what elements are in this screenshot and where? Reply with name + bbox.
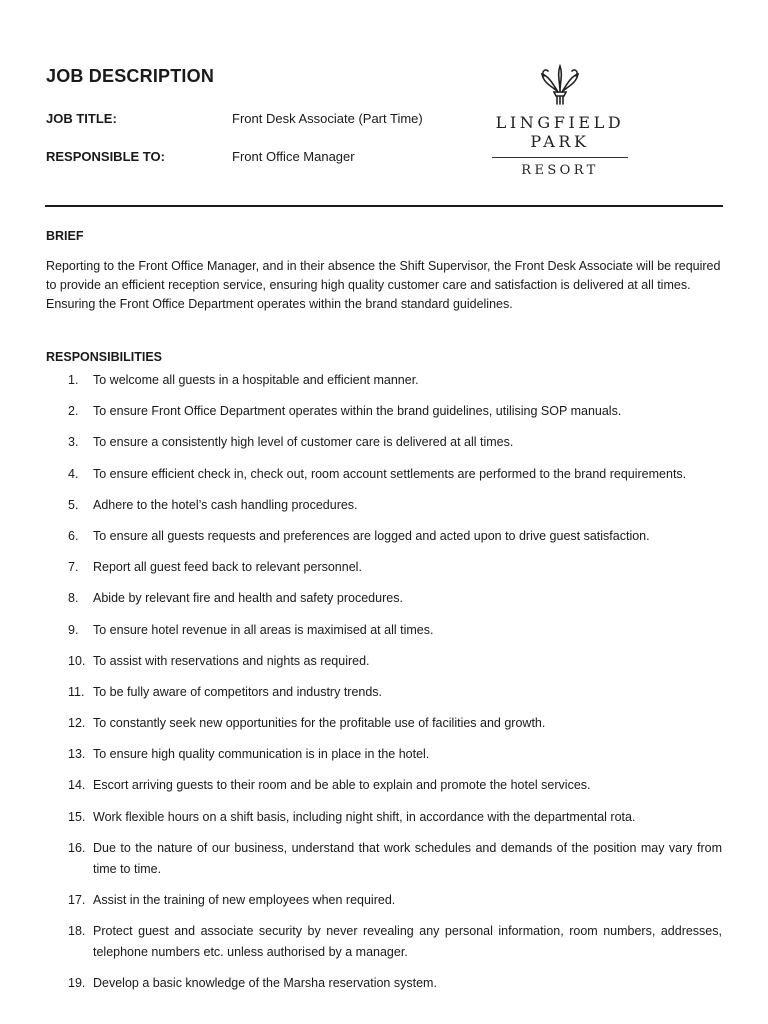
list-item [46, 464, 722, 485]
list-item-text: To ensure Front Office Department operates within the brand guidelines, utilising SOP manuals. [93, 404, 622, 419]
list-item [46, 807, 722, 828]
list-item-text: To ensure a consistently high level of customer care is delivered at all times. [93, 435, 514, 450]
list-item-text: To welcome all guests in a hospitable and efficient manner. [93, 373, 419, 387]
list-item [46, 973, 722, 994]
list-item-number: 18. [68, 924, 86, 939]
list-item-text: Assist in the training of new employees when required. [93, 893, 396, 907]
list-item [46, 432, 722, 453]
list-item-number: 19. [68, 976, 86, 991]
logo-rule [492, 157, 628, 158]
list-item-text: Work flexible hours on a shift basis, including night shift, in accordance with the departmental rota. [93, 809, 636, 824]
responsible-to-value: Front Office Manager [232, 149, 355, 164]
list-item-text: Adhere to the hotel’s cash handling procedures. [93, 497, 358, 512]
list-item [46, 526, 722, 547]
job-title-label: JOB TITLE: [46, 111, 117, 126]
list-item-text: Protect guest and associate security by never revealing any personal information, room numbers, addresses, telephone numbers etc. unless authorised by a manager. [93, 924, 722, 960]
list-item-text: To assist with reservations and nights as required. [93, 653, 370, 668]
list-item-number: 13. [68, 747, 86, 762]
responsibilities-heading: RESPONSIBILITIES [46, 350, 162, 364]
list-item [46, 890, 722, 911]
list-item [46, 588, 722, 609]
responsible-to-label: RESPONSIBLE TO: [46, 149, 165, 164]
list-item [46, 838, 722, 880]
list-item [46, 651, 722, 672]
header-divider [45, 205, 723, 207]
list-item [46, 620, 722, 641]
list-item [46, 401, 722, 422]
list-item [46, 557, 722, 578]
list-item-text: To ensure high quality communication is in place in the hotel. [93, 747, 430, 762]
list-item-text: To ensure efficient check in, check out, room account settlements are performed to the brand requirements. [93, 466, 687, 481]
list-item-text: To ensure hotel revenue in all areas is maximised at all times. [93, 622, 434, 637]
list-item-number: 9. [68, 622, 79, 637]
list-item [46, 744, 722, 765]
list-item-text: Due to the nature of our business, understand that work schedules and demands of the position may vary from time to time. [93, 840, 722, 876]
lingfield-park-logo [484, 62, 636, 184]
list-item-number: 12. [68, 716, 86, 731]
list-item [46, 921, 722, 963]
list-item-number: 7. [68, 560, 79, 575]
list-item-text: To be fully aware of competitors and industry trends. [93, 684, 383, 699]
list-item-number: 17. [68, 893, 86, 907]
list-item [46, 370, 722, 391]
logo-text-resort: RESORT [521, 163, 599, 178]
list-item-text: Abide by relevant fire and health and safety procedures. [93, 591, 403, 606]
list-item-number: 16. [68, 840, 86, 855]
list-item-text: Report all guest feed back to relevant personnel. [93, 560, 362, 575]
list-item-text: Develop a basic knowledge of the Marsha reservation system. [93, 976, 437, 991]
list-item-number: 6. [68, 528, 79, 543]
list-item [46, 713, 722, 734]
job-title-value: Front Desk Associate (Part Time) [232, 111, 423, 126]
list-item-number: 1. [68, 373, 79, 387]
list-item-number: 5. [68, 497, 79, 512]
list-item-number: 2. [68, 404, 79, 419]
list-item [46, 775, 722, 796]
list-item-number: 4. [68, 466, 79, 481]
list-item-number: 15. [68, 809, 86, 824]
brief-paragraph: Reporting to the Front Office Manager, and in their absence the Shift Supervisor, the Front Desk Associate will be required to provide an efficient reception service, ensuring high quality customer care and satisfaction is delivered at all times. Ensuring the Front Office Department operates within the brand standard guidelines. [46, 259, 721, 311]
feather-crest-icon [538, 62, 582, 106]
list-item-number: 14. [68, 778, 86, 793]
list-item-text: To ensure all guests requests and preferences are logged and acted upon to drive guest satisfaction. [93, 528, 650, 543]
list-item-text: Escort arriving guests to their room and be able to explain and promote the hotel services. [93, 778, 591, 793]
brief-heading: BRIEF [46, 229, 84, 243]
list-item-text: To constantly seek new opportunities for the profitable use of facilities and growth. [93, 716, 546, 731]
logo-text-lingfield: LINGFIELD [495, 113, 625, 132]
responsibilities-list [46, 370, 722, 1005]
list-item [46, 682, 722, 703]
list-item-number: 10. [68, 653, 86, 668]
document-title: JOB DESCRIPTION [46, 66, 215, 86]
list-item [46, 495, 722, 516]
list-item-number: 11. [68, 684, 85, 699]
list-item-number: 3. [68, 435, 79, 450]
logo-text-park: PARK [530, 132, 590, 151]
list-item-number: 8. [68, 591, 79, 606]
